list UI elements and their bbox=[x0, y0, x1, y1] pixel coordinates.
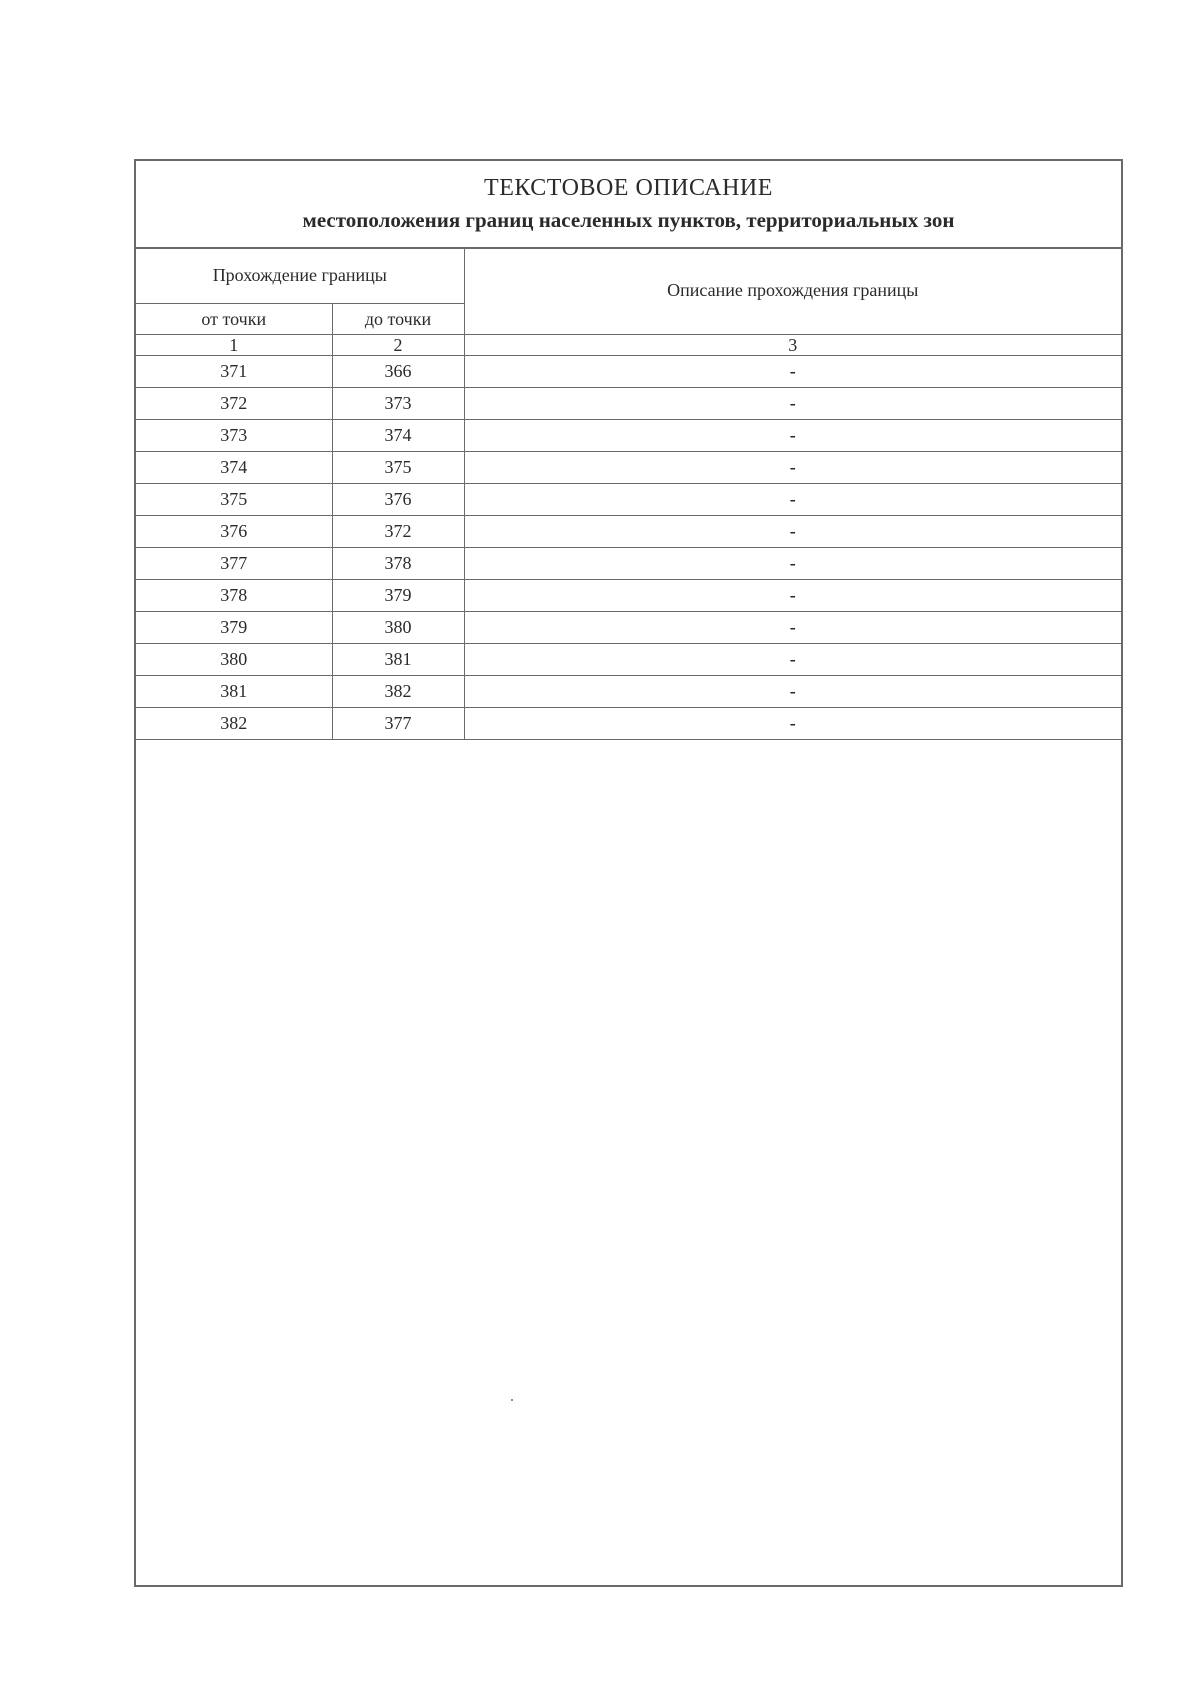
document-frame bbox=[134, 159, 1123, 1587]
description-cell: - bbox=[464, 388, 1121, 420]
to-point-cell: 380 bbox=[332, 612, 464, 644]
from-point-cell: 372 bbox=[136, 388, 332, 420]
from-point-cell: 375 bbox=[136, 484, 332, 516]
to-point-cell: 375 bbox=[332, 452, 464, 484]
column-number-3: 3 bbox=[464, 335, 1121, 356]
to-point-cell: 374 bbox=[332, 420, 464, 452]
description-cell: - bbox=[464, 612, 1121, 644]
from-point-cell: 379 bbox=[136, 612, 332, 644]
to-point-cell: 378 bbox=[332, 548, 464, 580]
description-header: Описание прохождения границы bbox=[464, 247, 1121, 335]
table-row bbox=[136, 420, 1121, 452]
scan-speck bbox=[511, 1399, 513, 1401]
from-point-cell: 374 bbox=[136, 452, 332, 484]
document-subtitle: местоположения границ населенных пунктов, территориальных зон bbox=[302, 208, 955, 232]
to-point-cell: 377 bbox=[332, 708, 464, 740]
to-point-cell: 376 bbox=[332, 484, 464, 516]
table-row bbox=[136, 388, 1121, 420]
from-point-cell: 382 bbox=[136, 708, 332, 740]
boundary-table bbox=[136, 247, 1121, 740]
from-point-header: от точки bbox=[136, 304, 332, 335]
to-point-cell: 382 bbox=[332, 676, 464, 708]
from-point-cell: 381 bbox=[136, 676, 332, 708]
description-cell: - bbox=[464, 484, 1121, 516]
to-point-cell: 379 bbox=[332, 580, 464, 612]
document-header bbox=[136, 161, 1121, 249]
description-cell: - bbox=[464, 420, 1121, 452]
to-point-cell: 381 bbox=[332, 644, 464, 676]
column-number-2: 2 bbox=[332, 335, 464, 356]
table-row bbox=[136, 484, 1121, 516]
table-row bbox=[136, 548, 1121, 580]
description-cell: - bbox=[464, 676, 1121, 708]
description-cell: - bbox=[464, 708, 1121, 740]
table-row bbox=[136, 452, 1121, 484]
to-point-cell: 366 bbox=[332, 356, 464, 388]
to-point-cell: 373 bbox=[332, 388, 464, 420]
description-cell: - bbox=[464, 580, 1121, 612]
from-point-cell: 378 bbox=[136, 580, 332, 612]
table-row bbox=[136, 356, 1121, 388]
from-point-cell: 376 bbox=[136, 516, 332, 548]
boundary-passage-header: Прохождение границы bbox=[136, 247, 464, 304]
table-row bbox=[136, 676, 1121, 708]
table-row bbox=[136, 708, 1121, 740]
to-point-header: до точки bbox=[332, 304, 464, 335]
description-cell: - bbox=[464, 516, 1121, 548]
to-point-cell: 372 bbox=[332, 516, 464, 548]
from-point-cell: 373 bbox=[136, 420, 332, 452]
from-point-cell: 380 bbox=[136, 644, 332, 676]
description-cell: - bbox=[464, 452, 1121, 484]
from-point-cell: 371 bbox=[136, 356, 332, 388]
table-row bbox=[136, 644, 1121, 676]
table-row bbox=[136, 580, 1121, 612]
document-title: ТЕКСТОВОЕ ОПИСАНИЕ bbox=[484, 175, 773, 201]
from-point-cell: 377 bbox=[136, 548, 332, 580]
table-row bbox=[136, 612, 1121, 644]
description-cell: - bbox=[464, 644, 1121, 676]
description-cell: - bbox=[464, 548, 1121, 580]
table-row bbox=[136, 516, 1121, 548]
description-cell: - bbox=[464, 356, 1121, 388]
column-number-1: 1 bbox=[136, 335, 332, 356]
